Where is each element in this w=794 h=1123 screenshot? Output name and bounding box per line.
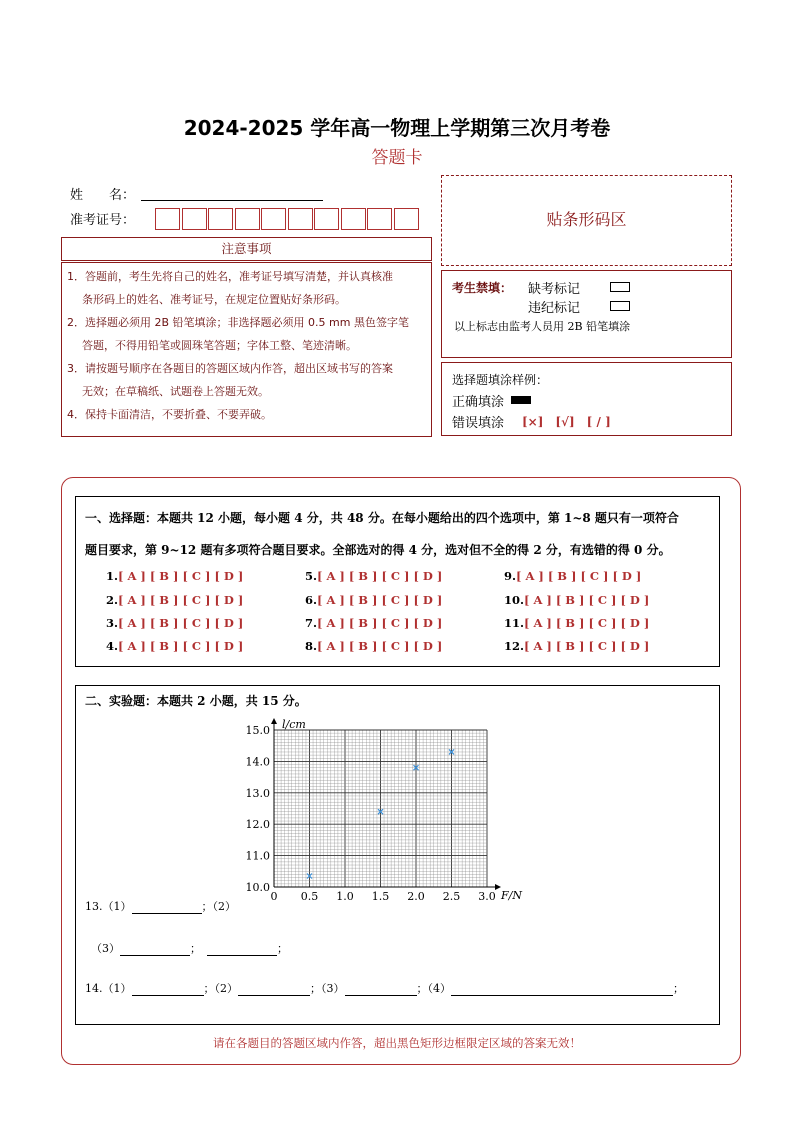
q13-part2-label: ；（2） — [201, 900, 236, 913]
choice-question-8[interactable] — [305, 639, 442, 653]
question-number: 10. — [504, 593, 525, 607]
option-bubbles[interactable]: [ A ] [ B ] [ C ] [ D ] — [524, 593, 650, 607]
choice-question-10[interactable] — [504, 593, 649, 607]
id-digit-cell[interactable] — [288, 208, 313, 230]
id-digit-cell[interactable] — [261, 208, 286, 230]
separator: ； — [277, 942, 288, 955]
question-number: 1. — [106, 569, 119, 583]
y-tick-label: 11.0 — [245, 849, 270, 863]
q14-part4-label: ；（4） — [416, 982, 451, 995]
q13-part3-blank-b[interactable] — [207, 943, 277, 956]
option-bubbles[interactable]: [ A ] [ B ] [ C ] [ D ] — [524, 639, 650, 653]
q14-part2-blank[interactable] — [238, 983, 310, 996]
filled-mark-icon — [511, 396, 531, 404]
footer-warning: 请在各题目的答题区域内作答，超出黑色矩形边框限定区域的答案无效！ — [213, 1036, 581, 1050]
choice-question-2[interactable] — [106, 593, 243, 607]
id-digit-cell[interactable] — [208, 208, 233, 230]
notice-title: 注意事项 — [221, 241, 272, 256]
question-number: 4. — [106, 639, 119, 653]
y-tick-label: 10.0 — [245, 881, 270, 894]
q14-part2-label: ；（2） — [203, 982, 238, 995]
name-field[interactable] — [141, 200, 323, 201]
section1-instructions: 一、选择题：本题共 12 小题，每小题 4 分，共 48 分。在每小题给出的四个选项中，第 1~8 题只有一项符合 — [85, 511, 679, 525]
notice-item: 条形码上的姓名、准考证号，在规定位置贴好条形码。 — [82, 293, 346, 306]
id-digit-cell[interactable] — [394, 208, 419, 230]
q13-part3-blank-a[interactable] — [120, 943, 190, 956]
option-bubbles[interactable]: [ A ] [ B ] [ C ] [ D ] — [524, 616, 650, 630]
choice-question-12[interactable] — [504, 639, 649, 653]
option-bubbles[interactable]: [ A ] [ B ] [ C ] [ D ] — [317, 569, 443, 583]
forbidden-label: 考生禁填： — [452, 281, 513, 295]
notice-header — [61, 237, 432, 261]
question-number: 8. — [305, 639, 318, 653]
question-number: 5. — [305, 569, 318, 583]
x-tick-label: 1.5 — [371, 890, 390, 903]
y-tick-label: 13.0 — [245, 786, 270, 800]
choice-question-4[interactable] — [106, 639, 243, 653]
spring-chart — [236, 714, 536, 914]
absent-checkbox[interactable] — [610, 282, 630, 292]
y-tick-label: 12.0 — [245, 818, 270, 832]
choice-question-9[interactable] — [504, 569, 641, 583]
x-tick-label: 1.0 — [336, 890, 354, 903]
section1-instructions: 题目要求，第 9~12 题有多项符合题目要求。全部选对的得 4 分，选对但不全的得 2 分，有选错的得 0 分。 — [85, 543, 671, 557]
notice-item: 4．保持卡面清洁，不要折叠、不要弄破。 — [67, 408, 272, 421]
correct-fill-label: 正确填涂 — [452, 395, 505, 410]
question-number: 12. — [504, 639, 525, 653]
notice-box — [61, 262, 432, 437]
violation-label: 违纪标记 — [528, 301, 581, 316]
x-tick-label: 0.5 — [300, 890, 319, 903]
q14-part4-blank[interactable] — [451, 983, 673, 996]
notice-item: 2．选择题必须用 2B 铅笔填涂；非选择题必须用 0.5 mm 黑色签字笔 — [67, 316, 409, 329]
notice-item: 答题，不得用铅笔或圆珠笔答题；字体工整、笔迹清晰。 — [82, 339, 357, 352]
choice-question-7[interactable] — [305, 616, 442, 630]
option-bubbles[interactable]: [ A ] [ B ] [ C ] [ D ] — [118, 639, 244, 653]
section2-box — [75, 685, 720, 1025]
notice-item: 无效；在草稿纸、试题卷上答题无效。 — [82, 385, 269, 398]
id-digit-cell[interactable] — [367, 208, 392, 230]
question-number: 9. — [504, 569, 517, 583]
wrong-fill-label: 错误填涂 — [452, 416, 505, 431]
forbidden-box — [441, 270, 732, 358]
question-number: 7. — [305, 616, 318, 630]
id-digit-cell[interactable] — [155, 208, 180, 230]
answer-sheet-subtitle: 答题卡 — [371, 148, 423, 168]
question-number: 6. — [305, 593, 318, 607]
choice-question-1[interactable] — [106, 569, 243, 583]
q14-row — [85, 980, 684, 996]
absent-label: 缺考标记 — [528, 282, 581, 297]
fill-example-label: 选择题填涂样例： — [452, 373, 549, 387]
q13-part1-blank[interactable] — [132, 901, 202, 914]
violation-checkbox[interactable] — [610, 301, 630, 311]
barcode-area — [441, 175, 732, 266]
notice-item: 3．请按题号顺序在各题目的答题区域内作答，超出区域书写的答案 — [67, 362, 393, 375]
x-axis-label: F/N — [501, 889, 522, 902]
choice-question-5[interactable] — [305, 569, 442, 583]
q13-part1-label: 13.（1） — [85, 900, 132, 913]
x-tick-label: 2.0 — [407, 890, 425, 903]
separator: ； — [673, 982, 684, 995]
y-axis-label: l/cm — [282, 718, 306, 731]
separator: ； — [190, 942, 201, 955]
q13-row1 — [85, 898, 236, 914]
id-digit-cell[interactable] — [341, 208, 366, 230]
option-bubbles[interactable]: [ A ] [ B ] [ C ] [ D ] — [317, 593, 443, 607]
option-bubbles[interactable]: [ A ] [ B ] [ C ] [ D ] — [317, 616, 443, 630]
section1-box — [75, 496, 720, 667]
x-tick-label: 0 — [270, 890, 278, 903]
id-digit-cell[interactable] — [314, 208, 339, 230]
forbidden-note: 以上标志由监考人员用 2B 铅笔填涂 — [454, 320, 631, 333]
option-bubbles[interactable]: [ A ] [ B ] [ C ] [ D ] — [516, 569, 642, 583]
option-bubbles[interactable]: [ A ] [ B ] [ C ] [ D ] — [118, 569, 244, 583]
fill-example-box — [441, 362, 732, 436]
question-number: 3. — [106, 616, 119, 630]
q14-part1-label: 14.（1） — [85, 982, 132, 995]
q14-part3-label: ；（3） — [310, 982, 345, 995]
question-number: 2. — [106, 593, 119, 607]
barcode-label: 贴条形码区 — [546, 210, 627, 229]
choice-question-3[interactable] — [106, 616, 243, 630]
id-digit-cell[interactable] — [182, 208, 207, 230]
q14-part3-blank[interactable] — [345, 983, 417, 996]
notice-item: 1．答题前，考生先将自己的姓名，准考证号填写清楚，并认真核准 — [67, 270, 393, 283]
y-tick-label: 14.0 — [245, 755, 270, 769]
y-tick-label: 15.0 — [245, 724, 270, 737]
id-label: 准考证号： — [70, 213, 136, 228]
q13-part3-label: （3） — [91, 942, 120, 955]
x-tick-label: 2.5 — [442, 890, 461, 903]
option-bubbles[interactable]: [ A ] [ B ] [ C ] [ D ] — [118, 616, 244, 630]
id-digit-cell[interactable] — [235, 208, 260, 230]
x-tick-label: 3.0 — [478, 890, 496, 903]
section2-title: 二、实验题：本题共 2 小题，共 15 分。 — [85, 694, 307, 708]
y-axis-arrow-icon — [271, 718, 277, 724]
exam-title: 2024-2025 学年高一物理上学期第三次月考卷 — [183, 116, 611, 140]
q13-row2 — [91, 940, 288, 956]
wrong-fill-marks: [×] [√] [ / ] — [522, 415, 611, 429]
name-label: 姓 名： — [70, 188, 136, 203]
option-bubbles[interactable]: [ A ] [ B ] [ C ] [ D ] — [118, 593, 244, 607]
q14-part1-blank[interactable] — [132, 983, 204, 996]
choice-question-6[interactable] — [305, 593, 442, 607]
option-bubbles[interactable]: [ A ] [ B ] [ C ] [ D ] — [317, 639, 443, 653]
choice-question-11[interactable] — [504, 616, 649, 630]
question-number: 11. — [504, 616, 525, 630]
